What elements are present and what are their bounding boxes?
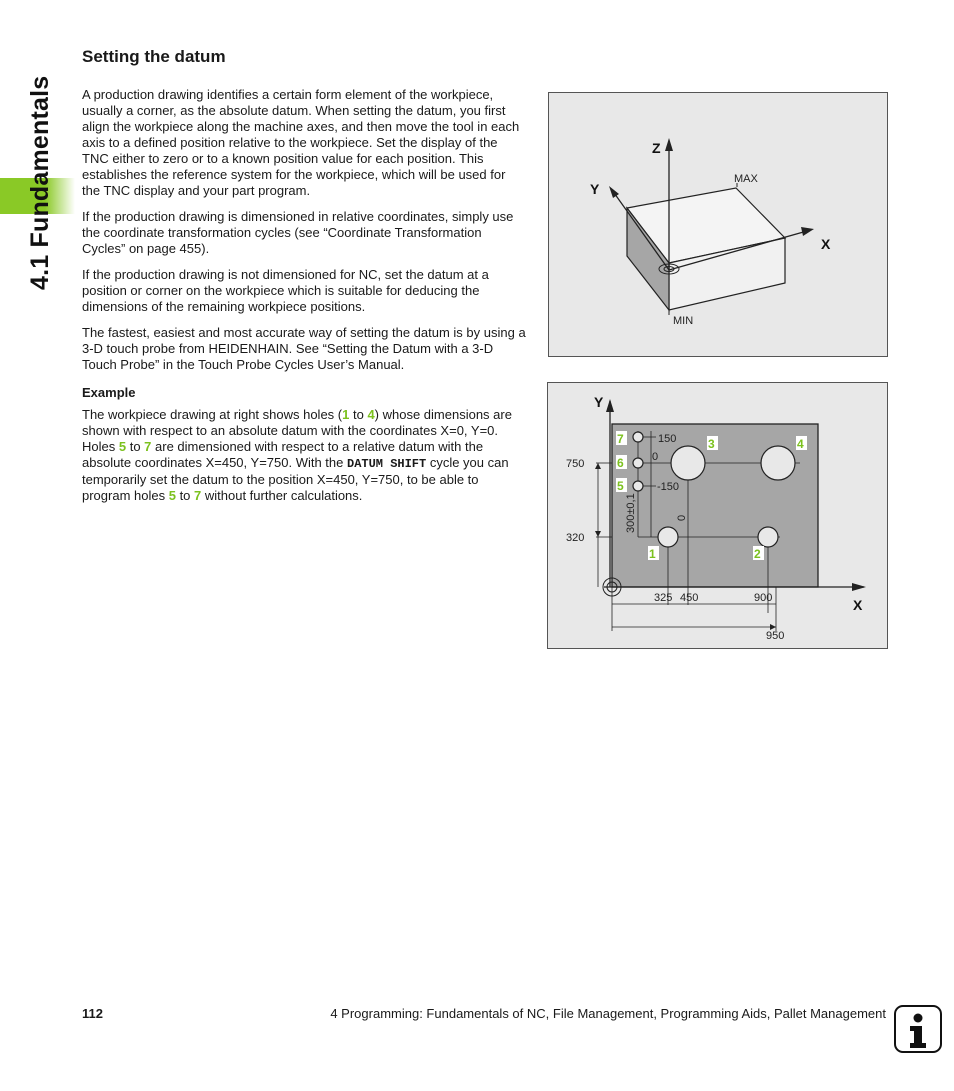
example-paragraph: The workpiece drawing at right shows holes (1 to 4) whose dimensions are shown with respect to an absolute datum with the coordinates X=0, Y=0. Holes 5 to 7 are dimensioned with respect to a relative datum with the absolute coordinates X=450, Y=750. With the DATUM SHIFT cycle you can temporarily set the datum to the position X=450, Y=750, to be able to program holes 5 to 7 without further calculations. [82,407,512,503]
dim-label-750: 750 [566,458,585,470]
dim-label-950: 950 [766,630,785,642]
hole-label-3: 3 [708,437,715,451]
tol-label-0: 0 [676,514,688,521]
dim-label-900: 900 [754,592,773,604]
rel-label-150: 150 [658,433,677,445]
dim-arrow-320 [595,531,601,537]
hole-label-4: 4 [797,437,804,451]
y-axis-arrow [606,399,614,412]
z-axis-arrow [665,138,673,151]
hole-ref-7: 7 [144,439,152,454]
dim-label-325: 325 [654,592,673,604]
figure-3d-workpiece [548,92,888,357]
info-icon [894,1005,942,1053]
example-heading: Example [82,385,136,400]
dim-label-320: 320 [566,532,585,544]
hole-3 [671,446,705,480]
x-axis-label: X [821,236,831,252]
x-axis-arrow [852,583,866,591]
hole-label-1: 1 [649,547,656,561]
section-title: Setting the datum [82,47,226,66]
paragraph-2: If the production drawing is dimensioned in relative coordinates, simply use the coordinate transformation cycles (see “Coordinate Transformation Cycles” on page 455). [82,209,514,256]
figure-drawing-svg [548,383,887,648]
page-number: 112 [82,1006,103,1021]
paragraph-1: A production drawing identifies a certain form element of the workpiece, usually a corner, as the absolute datum. When setting the datum, you first align the workpiece along the machine axes, and then move the tool in each axis to a defined position relative to the workpiece. Set the display of the TNC either to zero or to a known position value for each position. This establishes the reference system for the workpiece, which will be used for the TNC display and your part program. [82,87,520,198]
hole-label-2: 2 [754,547,761,561]
hole-ref-7b: 7 [194,488,202,503]
datum-shift-code: DATUM SHIFT [347,457,427,471]
hole-1 [658,527,678,547]
hole-label-6: 6 [617,456,624,470]
y-axis-arrow [609,186,619,198]
footer-title: 4 Programming: Fundamentals of NC, File Management, Programming Aids, Pallet Management [330,1006,886,1021]
figure-hole-drawing [547,382,888,649]
figure-3d-svg [549,93,887,356]
hole-label-5: 5 [617,479,624,493]
max-label: MAX [734,173,758,185]
hole-ref-5: 5 [118,439,127,454]
hole-ref-4: 4 [367,407,375,422]
hole-6 [633,458,643,468]
y-axis-label: Y [590,181,600,197]
tol-label-300: 300±0,1 [625,493,637,533]
rel-label-0: 0 [652,451,659,463]
hole-4 [761,446,795,480]
hole-label-7: 7 [617,432,624,446]
z-axis-label: Z [652,140,661,156]
hole-ref-1: 1 [342,407,350,422]
hole-ref-5b: 5 [168,488,176,503]
paragraph-4: The fastest, easiest and most accurate way of setting the datum is by using a 3-D touch probe from HEIDENHAIN. See “Setting the Datum with a 3-D Touch Probe” in the Touch Probe Cycles User’s Manual. [82,325,526,372]
x-axis-arrow [801,227,814,236]
hole-2 [758,527,778,547]
dim-arrow-750 [595,463,601,469]
info-glyph [896,1007,940,1051]
y-axis-label: Y [594,394,604,410]
x-axis-label: X [853,597,863,613]
body-text [82,87,527,514]
hole-5 [633,481,643,491]
chapter-title-vertical: 4.1 Fundamentals [26,75,54,290]
dim-label-450: 450 [680,592,699,604]
min-label: MIN [673,315,694,327]
rel-label-m150: -150 [657,481,680,493]
paragraph-3: If the production drawing is not dimensioned for NC, set the datum at a position or corner on the workpiece which is suitable for deducing the dimensions of the remaining workpiece positions. [82,267,489,314]
hole-7 [633,432,643,442]
